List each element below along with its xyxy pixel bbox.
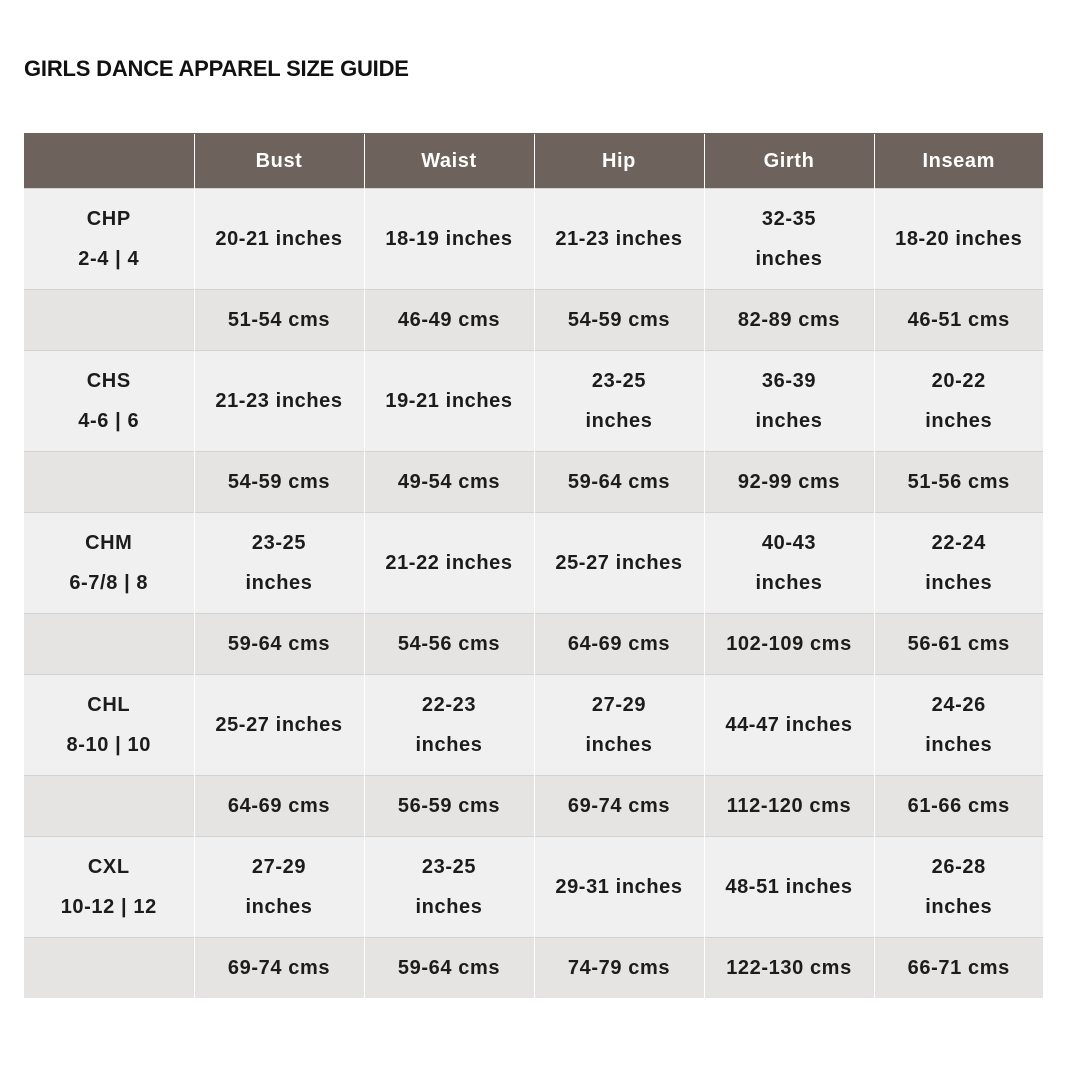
hip-cms-cell: 59-64 cms [534,452,704,513]
hip-inches-text: 27-29 inches [585,694,653,756]
hip-cms-cell: 74-79 cms [534,938,704,999]
table-row-cms [24,776,1043,837]
waist-inches-cell [364,675,534,776]
table-row-inches [24,513,1043,614]
header-cell-hip: Hip [534,134,704,189]
girth-inches-cell [704,513,874,614]
hip-inches-cell: 29-31 inches [534,837,704,938]
size-code: CHL [87,694,131,716]
inseam-cms-cell: 66-71 cms [874,938,1043,999]
bust-cms-cell: 69-74 cms [194,938,364,999]
bust-cms-cell: 51-54 cms [194,290,364,351]
empty-size-cell [24,614,194,675]
hip-cms-cell: 69-74 cms [534,776,704,837]
size-range: 8-10 | 10 [66,734,151,756]
girth-inches-cell [704,351,874,452]
size-code: CXL [87,856,130,878]
girth-inches-text: 32-35 inches [755,208,823,270]
header-row [24,134,1043,189]
bust-cms-cell: 59-64 cms [194,614,364,675]
inseam-inches-cell [874,675,1043,776]
waist-cms-cell: 56-59 cms [364,776,534,837]
hip-cms-cell: 54-59 cms [534,290,704,351]
waist-inches-cell: 19-21 inches [364,351,534,452]
table-row-cms [24,938,1043,999]
header-cell-inseam: Inseam [874,134,1043,189]
inseam-inches-cell [874,513,1043,614]
girth-cms-cell: 102-109 cms [704,614,874,675]
size-label-cell [24,351,194,452]
bust-cms-cell: 54-59 cms [194,452,364,513]
bust-inches-text: 23-25 inches [245,532,313,594]
waist-inches-cell: 21-22 inches [364,513,534,614]
size-code: CHP [86,208,131,230]
empty-size-cell [24,452,194,513]
waist-cms-cell: 59-64 cms [364,938,534,999]
table-row-inches [24,189,1043,290]
size-range: 10-12 | 12 [60,896,157,918]
waist-cms-cell: 54-56 cms [364,614,534,675]
girth-cms-cell: 82-89 cms [704,290,874,351]
waist-inches-cell [364,837,534,938]
girth-inches-cell: 48-51 inches [704,837,874,938]
inseam-inches-cell [874,837,1043,938]
size-label-cell [24,837,194,938]
hip-inches-cell [534,351,704,452]
girth-inches-text: 40-43 inches [755,532,823,594]
page-title: GIRLS DANCE APPAREL SIZE GUIDE [24,56,409,81]
empty-size-cell [24,938,194,999]
bust-cms-cell: 64-69 cms [194,776,364,837]
table-row-inches [24,837,1043,938]
table-row-cms [24,452,1043,513]
inseam-inches-text: 24-26 inches [925,694,993,756]
table-row-inches [24,675,1043,776]
inseam-inches-text: 26-28 inches [925,856,993,918]
bust-inches-cell [194,513,364,614]
inseam-cms-cell: 51-56 cms [874,452,1043,513]
size-guide-table [24,133,1043,998]
header-cell-waist: Waist [364,134,534,189]
hip-inches-cell: 21-23 inches [534,189,704,290]
size-range: 2-4 | 4 [78,248,140,270]
hip-inches-cell [534,675,704,776]
table-row-inches [24,351,1043,452]
empty-size-cell [24,776,194,837]
bust-inches-text: 27-29 inches [245,856,313,918]
girth-inches-text: 36-39 inches [755,370,823,432]
waist-inches-text: 22-23 inches [415,694,483,756]
girth-inches-cell: 44-47 inches [704,675,874,776]
girth-inches-cell [704,189,874,290]
girth-cms-cell: 122-130 cms [704,938,874,999]
bust-inches-cell: 20-21 inches [194,189,364,290]
size-range: 6-7/8 | 8 [69,572,149,594]
inseam-inches-text: 20-22 inches [925,370,993,432]
waist-inches-text: 23-25 inches [415,856,483,918]
header-cell-girth: Girth [704,134,874,189]
girth-cms-cell: 112-120 cms [704,776,874,837]
size-code: CHM [85,532,133,554]
girth-cms-cell: 92-99 cms [704,452,874,513]
size-range: 4-6 | 6 [78,410,140,432]
size-label-cell [24,513,194,614]
inseam-cms-cell: 56-61 cms [874,614,1043,675]
waist-inches-cell: 18-19 inches [364,189,534,290]
inseam-cms-cell: 46-51 cms [874,290,1043,351]
header-cell-bust: Bust [194,134,364,189]
waist-cms-cell: 49-54 cms [364,452,534,513]
size-code: CHS [86,370,131,392]
hip-inches-cell: 25-27 inches [534,513,704,614]
inseam-cms-cell: 61-66 cms [874,776,1043,837]
header-cell-size [24,134,194,189]
bust-inches-cell: 25-27 inches [194,675,364,776]
inseam-inches-cell: 18-20 inches [874,189,1043,290]
table-row-cms [24,290,1043,351]
inseam-inches-text: 22-24 inches [925,532,993,594]
hip-inches-text: 23-25 inches [585,370,653,432]
size-label-cell [24,675,194,776]
table-row-cms [24,614,1043,675]
hip-cms-cell: 64-69 cms [534,614,704,675]
bust-inches-cell: 21-23 inches [194,351,364,452]
size-label-cell [24,189,194,290]
waist-cms-cell: 46-49 cms [364,290,534,351]
inseam-inches-cell [874,351,1043,452]
bust-inches-cell [194,837,364,938]
empty-size-cell [24,290,194,351]
